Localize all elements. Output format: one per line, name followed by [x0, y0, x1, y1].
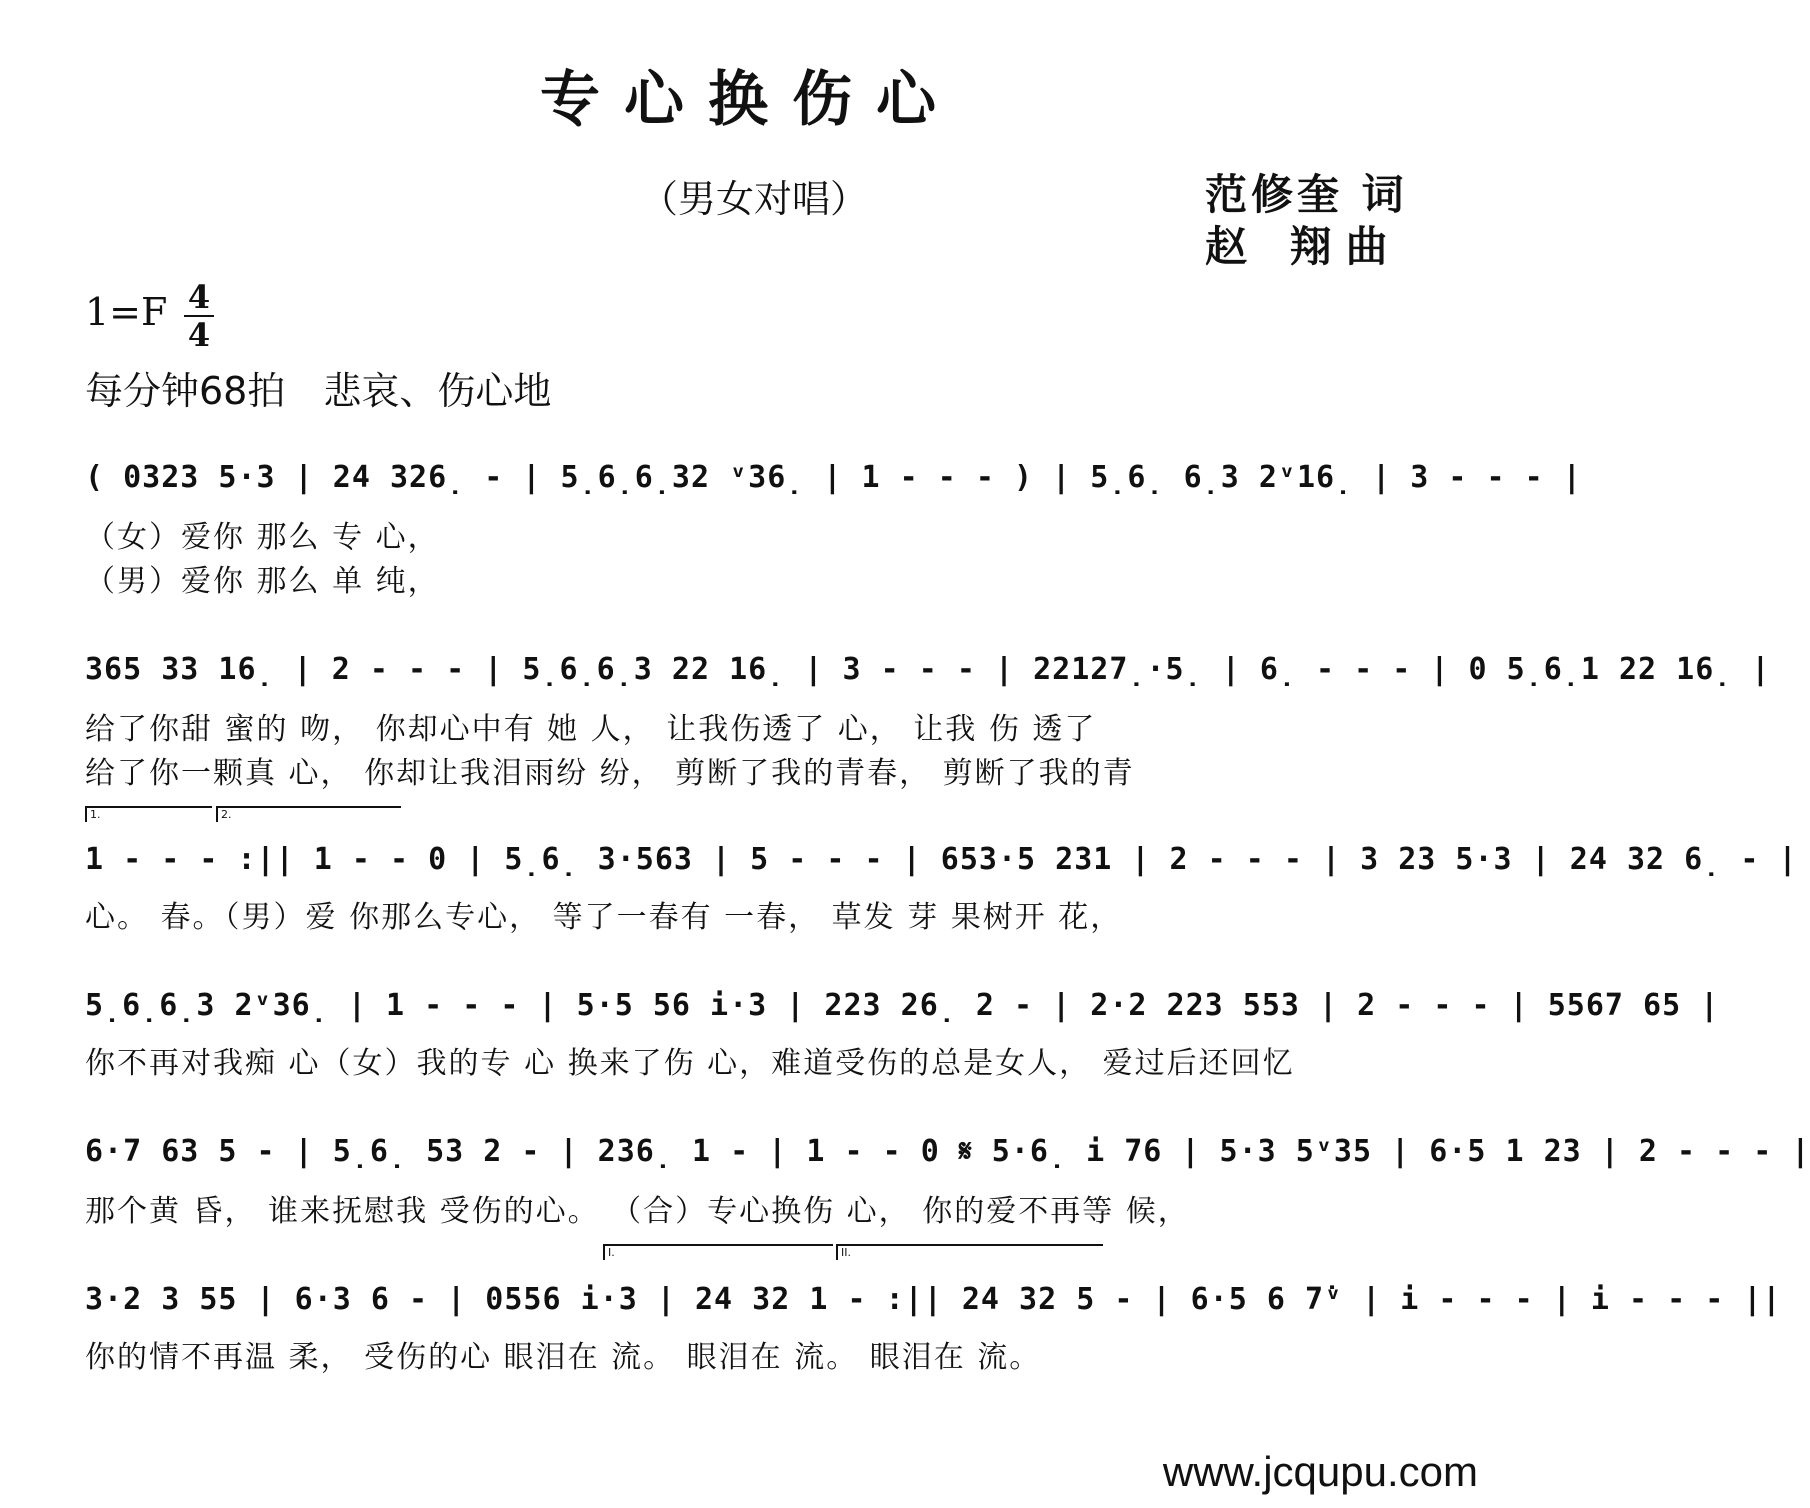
time-signature-top: 4 [187, 278, 211, 316]
lyric-line-1b: （男）爱你 那么 单 纯， [85, 564, 440, 599]
volta-2: 2. [216, 806, 401, 822]
lyric-line-5: 那个黄 昏， 谁来抚慰我 受伤的心。 （合）专心换伤 心， 你的爱不再等 候， [85, 1194, 1190, 1229]
notation-line-1: ( 0323 5·3 | 24 326̣ - | 5̣6̣6̣32 ᵛ36̣ | 1 - - - ) | 5̣6̣ 6̣3 2ᵛ16̣ | 3 - - - | [85, 460, 1582, 495]
song-subtitle: （男女对唱） [640, 177, 869, 221]
lyric-line-4: 你不再对我痴 心（女）我的专 心 换来了伤 心，难道受伤的总是女人， 爱过后还回忆 [85, 1046, 1295, 1081]
notation-line-5: 6·7 63 5 - | 5̣6̣ 53 2 - | 236̣ 1 - | 1 - - 0 𝄋 5·6̣ i 76 | 5·3 5ᵛ35 | 6·5 1 23 | 2 - - - | [85, 1134, 1810, 1169]
time-signature [184, 280, 214, 352]
tempo-marking: 每分钟68拍 悲哀、伤心地 [85, 369, 552, 413]
lyric-line-1a: （女）爱你 那么 专 心， [85, 520, 440, 555]
lyricist-credit: 范修奎 词 [1205, 170, 1408, 219]
time-signature-bottom: 4 [187, 316, 211, 354]
site-watermark: www.jcqupu.com [1162, 1448, 1478, 1495]
notation-line-6: 3·2 3 55 | 6·3 6 - | 0556 i·3 | 24 32 1 - :|| 24 32 5 - | 6·5 6 7̇ᵛ | i - - - | i - - - || [85, 1282, 1782, 1317]
volta-II: II. [836, 1244, 1103, 1260]
notation-line-4: 5̣6̣6̣3 2ᵛ36̣ | 1 - - - | 5·5 56 i·3 | 223 26̣ 2 - | 2·2 223 553 | 2 - - - | 5567 65 | [85, 988, 1720, 1023]
song-title: 专心换伤心 [540, 65, 960, 135]
notation-line-2: 365 33 16̣ | 2 - - - | 5̣6̣6̣3 22 16̣ | 3 - - - | 22127̣·5̣ | 6̣ - - - | 0 5̣6̣1 22 16̣ | [85, 652, 1771, 687]
composer-credit: 赵 翔曲 [1205, 222, 1402, 271]
notation-line-3: 1 - - - :|| 1 - - 0 | 5̣6̣ 3·563 | 5 - - - | 653·5 231 | 2 - - - | 3 23 5·3 | 24 32 6̣ - | [85, 842, 1798, 877]
lyric-line-6: 你的情不再温 柔， 受伤的心 眼泪在 流。 眼泪在 流。 眼泪在 流。 [85, 1340, 1042, 1375]
lyric-line-3: 心。 春。（男）爱 你那么专心， 等了一春有 一春， 草发 芽 果树开 花， [85, 900, 1123, 935]
lyric-line-2b: 给了你一颗真 心， 你却让我泪雨纷 纷， 剪断了我的青春， 剪断了我的青 [85, 756, 1135, 791]
key-signature: 1=F [85, 290, 168, 334]
lyric-line-2a: 给了你甜 蜜的 吻， 你却心中有 她 人， 让我伤透了 心， 让我 伤 透了 [85, 712, 1097, 747]
volta-1: 1. [85, 806, 212, 822]
volta-I: I. [603, 1244, 833, 1260]
